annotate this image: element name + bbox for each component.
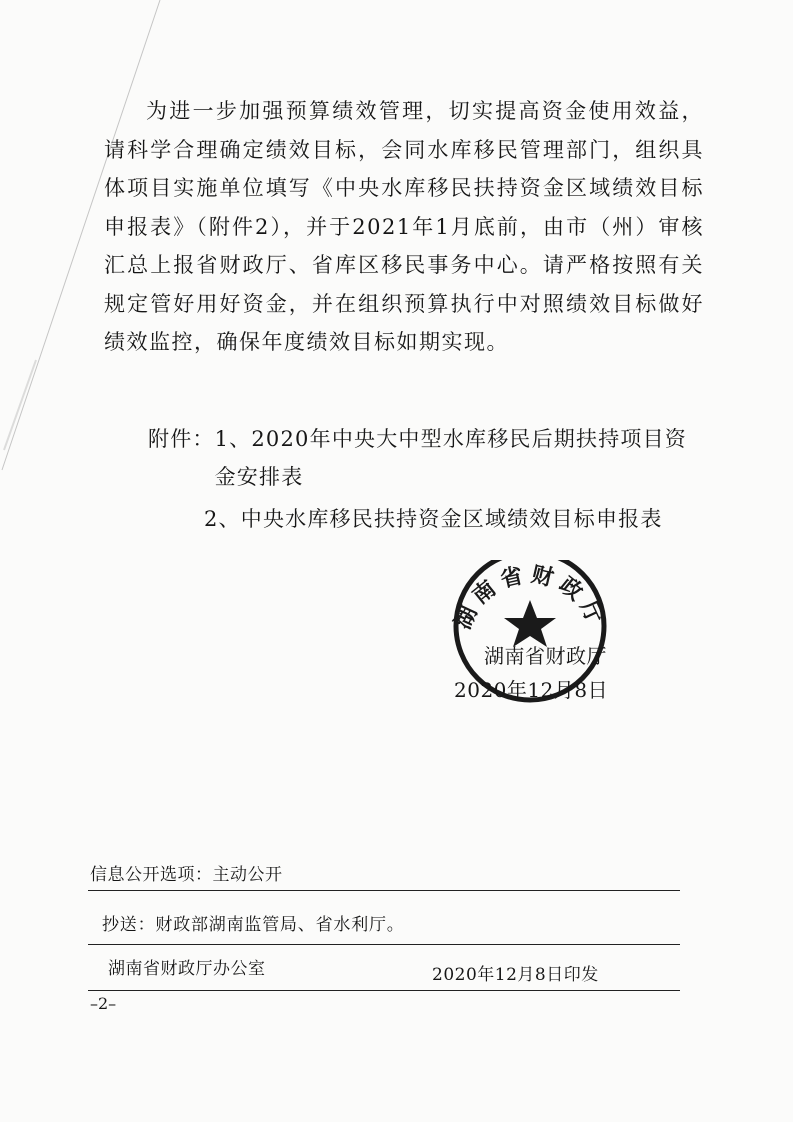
attachment-item-2: 2、中央水库移民扶持资金区域绩效目标申报表 xyxy=(204,507,663,531)
body-paragraph: 为进一步加强预算绩效管理，切实提高资金使用效益，请科学合理确定绩效目标，会同水库移民管理部门，组织具体项目实施单位填写《中央水库移民扶持资金区域绩效目标申报表》（附件2），并于2021年1月底前，由市（州）审核汇总上报省财政厅、省库区移民事务中心。请严格按照有关规定管好用好资金，并在组织预算执行中对照绩效目标做好绩效监控，确保年度绩效目标如期实现。 xyxy=(104,99,704,354)
issuing-office: 湖南省财政厅办公室 xyxy=(108,959,266,979)
issuer-name: 湖南省财政厅 xyxy=(484,644,607,668)
signature-block xyxy=(440,560,640,720)
attachments-list xyxy=(148,420,708,538)
body-paragraph-block xyxy=(104,92,704,362)
page-number: –2– xyxy=(90,994,117,1013)
footer-rule-top xyxy=(88,890,680,891)
attachment-item-1: 1、2020年中央大中型水库移民后期扶持项目资金安排表 xyxy=(214,427,688,489)
svg-text:湖南省财政厅: 湖南省财政厅 xyxy=(450,562,610,634)
issue-date: 2020年12月8日印发 xyxy=(432,965,599,985)
cc-line: 抄送：财政部湖南监管局、省水利厅。 xyxy=(102,915,405,935)
footer-rule-bottom xyxy=(88,990,680,991)
sign-date: 2020年12月8日 xyxy=(454,678,609,702)
attachments-label: 附件： xyxy=(148,427,215,451)
disclosure-option: 信息公开选项：主动公开 xyxy=(90,865,283,885)
footer-rule-middle xyxy=(88,944,680,945)
